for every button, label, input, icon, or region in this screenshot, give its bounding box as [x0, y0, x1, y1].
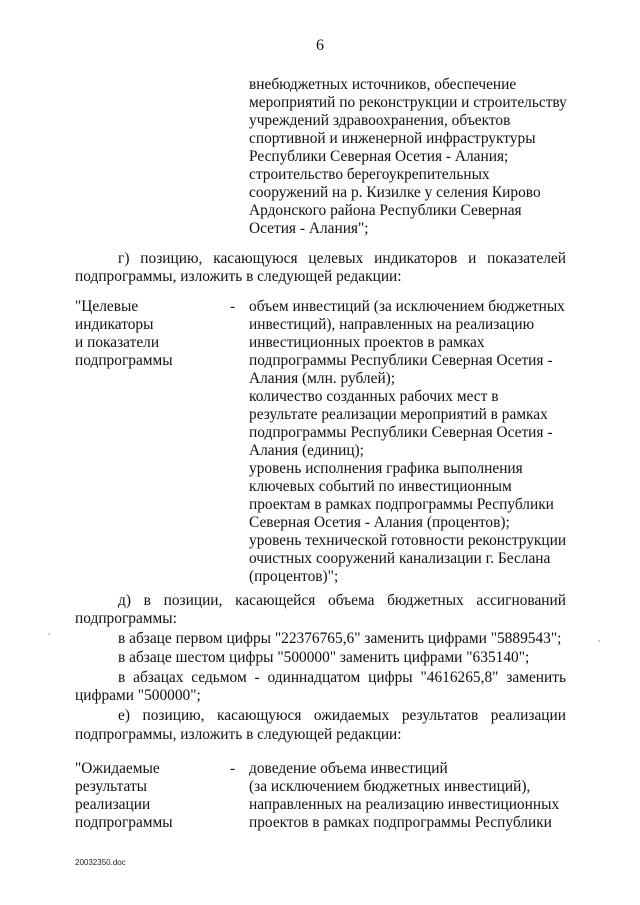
text-line: строительство берегоукрепительных: [249, 166, 490, 183]
paragraph-e-line1: е) позицию, касающуюся ожидаемых результатов реализации: [118, 707, 566, 724]
top-continuation-text: [249, 76, 567, 238]
text-line: Республики Северная Осетия - Алания;: [249, 148, 509, 165]
label-line: "Целевые: [75, 298, 139, 315]
text-line: очистных сооружений канализации г. Беслана: [249, 550, 551, 567]
paragraph-g-line1: г) позицию, касающуюся целевых индикаторов и показателей: [118, 250, 566, 267]
paragraph-d-line5: в абзацах седьмом - одиннадцатом цифры "4616265,8" заменить: [118, 669, 566, 686]
indicators-text: [249, 298, 566, 586]
text-line: спортивной и инженерной инфраструктуры: [249, 130, 536, 147]
results-label: [75, 760, 173, 832]
scan-speck: [598, 640, 600, 642]
text-line: инвестиционных проектов в рамках: [249, 334, 485, 351]
paragraph-g-line2: подпрограммы, изложить в следующей редакции:: [75, 268, 402, 285]
paragraph-d-line6: цифрами "500000";: [75, 687, 201, 704]
label-line: и показатели: [75, 334, 160, 351]
text-line: учреждений здравоохранения, объектов: [249, 112, 511, 129]
text-line: мероприятий по реконструкции и строительству: [249, 94, 567, 111]
results-dash: -: [230, 760, 236, 777]
paragraph-d-line2: подпрограммы:: [75, 610, 177, 627]
text-line: подпрограммы Республики Северная Осетия -: [249, 424, 553, 441]
file-name-footer: 20032350.doc: [75, 858, 126, 867]
text-line: Ардонского района Республики Северная: [249, 202, 522, 219]
label-line: "Ожидаемые: [75, 760, 160, 777]
label-line: результаты: [75, 778, 148, 795]
text-line: проектов в рамках подпрограммы Республики: [249, 814, 552, 831]
label-line: индикаторы: [75, 316, 154, 333]
text-line: ключевых событий по инвестиционным: [249, 478, 512, 495]
text-line: Алания (млн. рублей);: [249, 370, 396, 387]
scan-speck: [48, 633, 50, 635]
text-line: внебюджетных источников, обеспечение: [249, 76, 517, 93]
text-line: направленных на реализацию инвестиционных: [249, 796, 560, 813]
label-line: подпрограммы: [75, 352, 173, 369]
text-line: доведение объема инвестиций: [249, 760, 448, 777]
text-line: Осетия - Алания";: [249, 220, 369, 237]
indicators-dash: -: [230, 298, 236, 315]
paragraph-d-line4: в абзаце шестом цифры "500000" заменить цифрами "635140";: [118, 649, 530, 666]
indicators-label: [75, 298, 173, 370]
text-line: подпрограммы Республики Северная Осетия -: [249, 352, 553, 369]
text-line: результате реализации мероприятий в рамках: [249, 406, 548, 423]
text-line: сооружений на р. Кизилке у селения Кирово: [249, 184, 541, 201]
paragraph-e-line2: подпрограммы, изложить в следующей редакции:: [75, 726, 402, 743]
text-line: уровень технической готовности реконструкции: [249, 532, 567, 549]
text-line: Алания (единиц);: [249, 442, 364, 459]
text-line: инвестиций), направленных на реализацию: [249, 316, 535, 333]
text-line: объем инвестиций (за исключением бюджетных: [249, 298, 565, 315]
paragraph-d-line1: д) в позиции, касающейся объема бюджетных ассигнований: [118, 592, 566, 609]
paragraph-d-line3: в абзаце первом цифры "22376765,6" заменить цифрами "5889543";: [118, 630, 562, 647]
text-line: проектам в рамках подпрограммы Республики: [249, 496, 554, 513]
label-line: реализации: [75, 796, 151, 813]
text-line: Северная Осетия - Алания (процентов);: [249, 514, 510, 531]
page-number: 6: [316, 37, 324, 54]
text-line: уровень исполнения графика выполнения: [249, 460, 523, 477]
results-text: [249, 760, 559, 832]
text-line: количество созданных рабочих мест в: [249, 388, 499, 405]
label-line: подпрограммы: [75, 814, 173, 831]
text-line: (процентов)";: [249, 568, 339, 585]
text-line: (за исключением бюджетных инвестиций),: [249, 778, 531, 795]
